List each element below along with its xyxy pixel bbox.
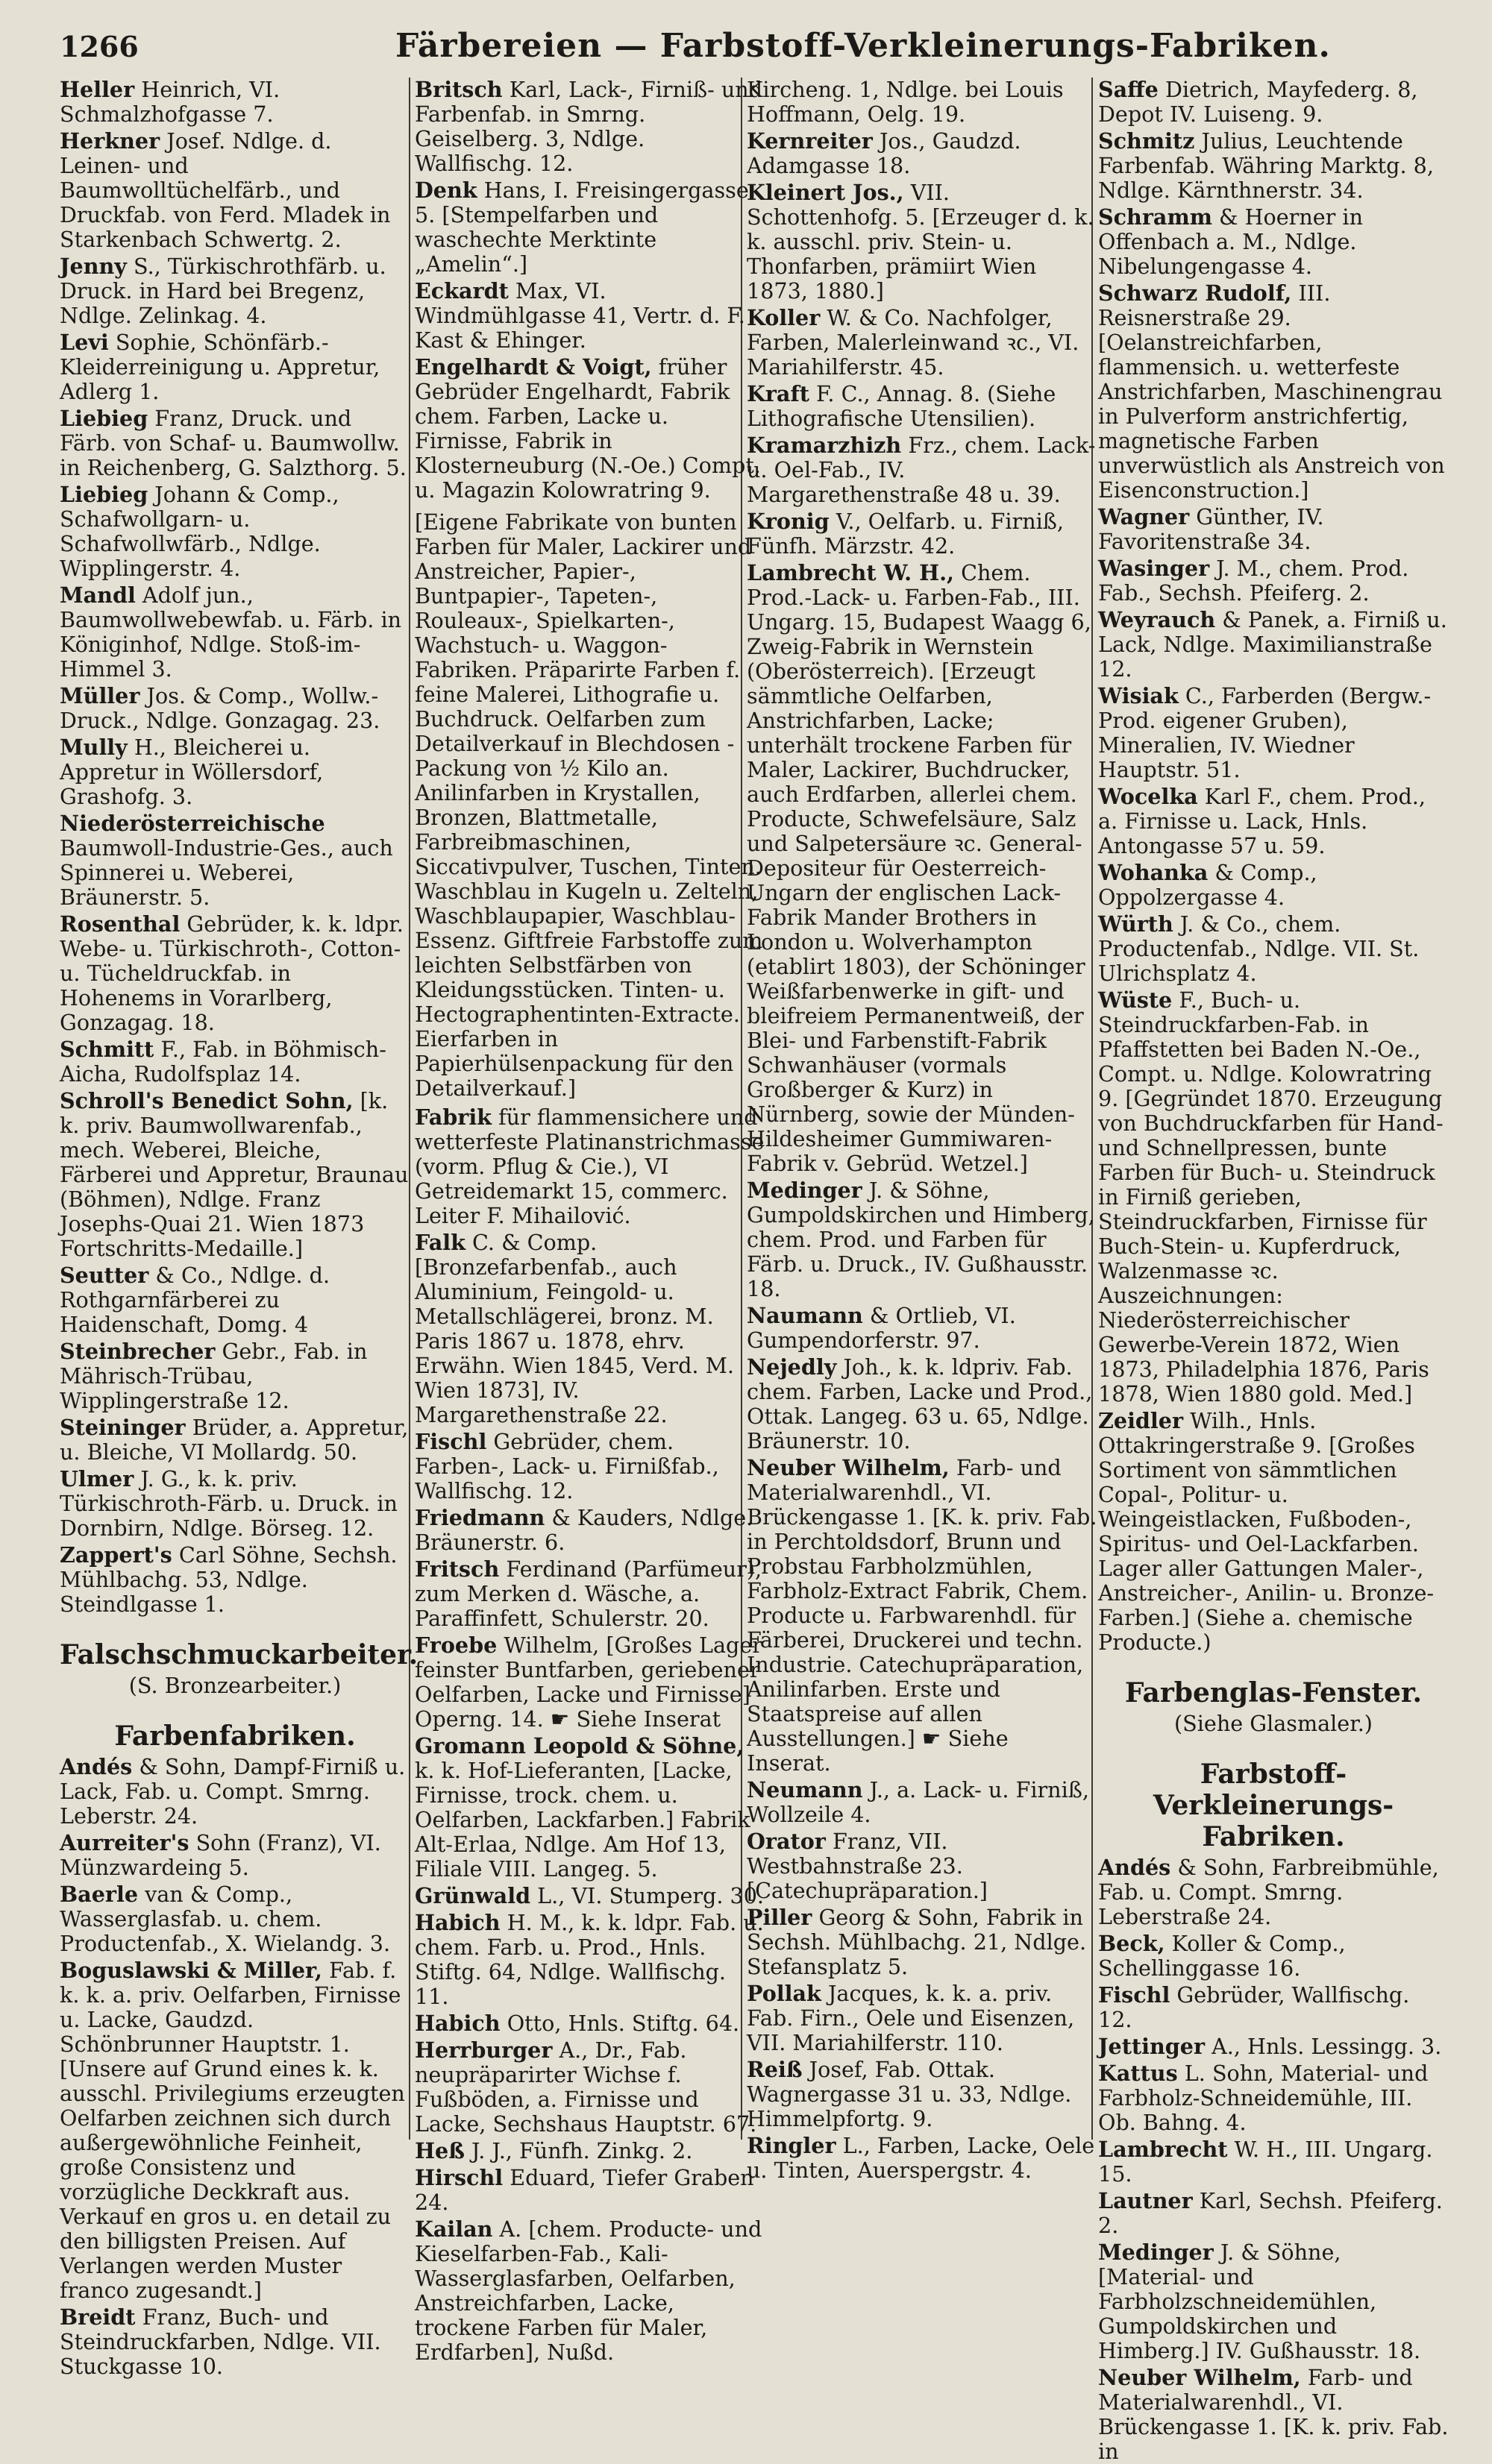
entry-text: W. H., III. Ungarg. 15. xyxy=(1098,2137,1433,2187)
list-item xyxy=(415,78,765,176)
entry-name: Grünwald xyxy=(415,1883,531,1908)
entry-text: J. G., k. k. priv. Türkischroth-Färb. u. Druck. in Dornbirn, Ndlge. Börseg. 12. xyxy=(60,1466,398,1541)
list-item xyxy=(415,1911,765,2009)
entry-name: Andés xyxy=(60,1754,133,1779)
entry-text: Franz, Druck. und Färb. von Schaf- u. Baumwollw. in Reichenberg, G. Salzthorg. 5. xyxy=(60,406,407,480)
list-item xyxy=(747,1905,1097,1979)
entry-name: Denk xyxy=(415,177,477,203)
entry-name: Habich xyxy=(415,1910,501,1935)
entry-list xyxy=(415,78,765,2365)
entry-text: J. & Söhne, [Material- und Farbholzschneidemühlen, Gumpoldskirchen und Himberg.] IV. Gußhausstr. 18. xyxy=(1098,2240,1421,2363)
entry-name: Schwarz Rudolf, xyxy=(1098,280,1292,306)
entry-text: VII. Schottenhofg. 5. [Erzeuger d. k. k. ausschl. priv. Stein- u. Thonfarben, prämiirt Wien 1873, 1880.] xyxy=(747,180,1094,304)
entry-text: III. Reisnerstraße 29. [Oelanstreichfarben, flammensich. u. wetterfeste Anstrichfarben, Maschinengrau in Pulverform anstrichfertig, magnetische Farben unverwüstlich als Anstreich von Eisenconstruction.] xyxy=(1098,280,1445,503)
entry-text: Farb- und Materialwarenhdl., VI. Brückengasse 1. [K. k. priv. Fab. in xyxy=(1098,2365,1449,2464)
entry-text: Fab. f. k. k. a. priv. Oelfarben, Firnisse u. Lacke, Gaudzd. Schönbrunner Hauptstr. 1. [Unsere auf Grund eines k. k. ausschl. Privilegiums erzeugten Oelfarben zeichnen sich durch außergewöhnliche Feinheit, große Consistenz und vorzügliche Deckkraft aus. Verkauf en gros u. en detail zu den billigsten Preisen. Auf Verlangen werden Muster franco zugesandt.] xyxy=(60,1958,405,2303)
entry-name: Wisiak xyxy=(1098,683,1179,708)
entry-name: Kernreiter xyxy=(747,128,873,154)
entry-text: J., a. Lack- u. Firniß, Wollzeile 4. xyxy=(747,1777,1089,1827)
entry-name: Kattus xyxy=(1098,2061,1178,2086)
entry-name: Saffe xyxy=(1098,77,1159,102)
entry-text: & Comp., Oppolzergasse 4. xyxy=(1098,860,1317,910)
list-item xyxy=(60,1755,410,1829)
entry-text: A. [chem. Producte- und Kieselfarben-Fab., Kali-Wasserglasfarben, Oelfarben, Anstreichfarben, Lacke, trockene Farben für Maler, Erdfarben], Nußd. xyxy=(415,2216,762,2365)
entry-text: L., Farben, Lacke, Oele u. Tinten, Auerspergstr. 4. xyxy=(747,2133,1095,2183)
entry-text: Koller & Comp., Schellinggasse 16. xyxy=(1098,1931,1346,1981)
entry-text: Baumwoll-Industrie-Ges., auch Spinnerei u. Weberei, Bräunerstr. 5. xyxy=(60,835,393,910)
entry-name: Fischl xyxy=(415,1429,487,1454)
entry-name: Habich xyxy=(415,2011,501,2036)
list-item xyxy=(60,1263,410,1337)
entry-text: Georg & Sohn, Fabrik in Sechsh. Mühlbachg. 21, Ndlge. Stefansplatz 5. xyxy=(747,1905,1087,1979)
entry-name: Herkner xyxy=(60,128,160,154)
entry-text: Johann & Comp., Schafwollgarn- u. Schafwollwfärb., Ndlge. Wipplingerstr. 4. xyxy=(60,482,339,581)
entry-text: & Panek, a. Firniß u. Lack, Ndlge. Maximilianstraße 12. xyxy=(1098,607,1447,682)
list-item xyxy=(60,1543,410,1617)
list-item xyxy=(60,330,410,404)
entry-text: k. k. Hof-Lieferanten, [Lacke, Firnisse, trock. chem. u. Oelfarben, Lackfarben.] Fabrik Alt-Erlaa, Ndlge. Am Hof 13, Filiale VIII. Langeg. 5. xyxy=(415,1758,750,1882)
entry-text: & Hoerner in Offenbach a. M., Ndlge. Nibelungengasse 4. xyxy=(1098,204,1363,279)
list-item xyxy=(415,1884,765,1908)
entry-text: A., Dr., Fab. neupräparirter Wichse f. Fußböden, a. Firnisse und Lacke, Sechshaus Hauptstr. 67. xyxy=(415,2037,757,2137)
entry-text: Carl Söhne, Sechsh. Mühlbachg. 53, Ndlge. Steindlgasse 1. xyxy=(60,1542,398,1617)
list-item xyxy=(415,1633,765,1732)
entry-name: Froebe xyxy=(415,1632,498,1658)
entry-name: Kronig xyxy=(747,509,830,534)
list-item xyxy=(1098,2240,1449,2363)
entry-name: Müller xyxy=(60,683,140,708)
list-item xyxy=(1098,608,1449,682)
entry-name: Wohanka xyxy=(1098,860,1209,885)
entry-name: Neuber Wilhelm, xyxy=(1098,2365,1301,2390)
entry-text: Dietrich, Mayfederg. 8, Depot IV. Luiseng. 9. xyxy=(1098,77,1418,127)
list-item xyxy=(1098,2034,1449,2059)
entry-name: Heller xyxy=(60,77,135,102)
entry-text: Gebrüder, k. k. ldpr. Webe- u. Türkischroth-, Cotton- u. Tücheldruckfab. in Hohenems in Vorarlberg, Gonzagag. 18. xyxy=(60,911,404,1035)
entry-text: Chem. Prod.-Lack- u. Farben-Fab., III. Ungarg. 15, Budapest Waagg 6, Zweig-Fabrik in Wernstein (Oberösterreich). [Erzeugt sämmtliche Oelfarben, Anstrichfarben, Lacke; unterhält trockene Farben für Maler, Lackirer, Buchdrucker, auch Erdfarben, allerlei chem. Producte, Schwefelsäure, Salz und Salpetersäure ꝛc. General-Depositeur für Oesterreich-Ungarn der englischen Lack-Fabrik Mander Brothers in London u. Wolverhampton (etablirt 1803), der Schöninger Weißfarbenwerke in gift- und bleifreiem Permanentweiß, der Blei- und Farbenstift-Fabrik Schwanhäuser (vormals Großberger & Kurz) in Nürnberg, sowie der Münden-Hildesheimer Gummiwaren-Fabrik v. Gebrüd. Wetzel.] xyxy=(747,560,1091,1176)
entry-name: Schmitt xyxy=(60,1037,154,1062)
entry-text: Gebrüder, Wallfischg. 12. xyxy=(1098,1982,1410,2032)
entry-name: Wüste xyxy=(1098,987,1173,1013)
list-item xyxy=(1098,1409,1449,1655)
entry-name: Reiß xyxy=(747,2057,803,2082)
section-subtitle: (Siehe Glasmaler.) xyxy=(1174,1711,1373,1736)
list-item xyxy=(60,483,410,581)
entry-text: F. C., Annag. 8. (Siehe Lithografische Utensilien). xyxy=(747,381,1056,431)
list-item xyxy=(747,1456,1097,1776)
entry-text: Wilhelm, [Großes Lager feinster Buntfarben, geriebener Oelfarben, Lacke und Firnisse] Operng. 14. ☛ Siehe Inserat xyxy=(415,1632,762,1732)
list-item xyxy=(1098,78,1449,127)
entry-text: Jos. & Comp., Wollw.-Druck., Ndlge. Gonzagag. 23. xyxy=(60,683,380,733)
list-item xyxy=(60,1339,410,1413)
entry-text: H. M., k. k. ldpr. Fab. u. chem. Farb. u. Prod., Hnls. Stiftg. 64, Ndlge. Wallfischg. 11. xyxy=(415,1910,764,2009)
entry-name: Fritsch xyxy=(415,1556,500,1582)
entry-name: Pollak xyxy=(747,1981,821,2006)
entry-text: van & Comp., Wasserglasfab. u. chem. Productenfab., X. Wielandg. 3. xyxy=(60,1882,391,1956)
entry-text: Max, VI. Windmühlgasse 41, Vertr. d. F. Kast & Ehinger. xyxy=(415,278,745,353)
list-item xyxy=(747,1981,1097,2055)
entry-text: Gebr., Fab. in Mährisch-Trübau, Wipplingerstraße 12. xyxy=(60,1339,368,1413)
list-item xyxy=(415,355,765,503)
section-title: Farbenfabriken. xyxy=(114,1720,356,1752)
list-item xyxy=(415,2166,765,2215)
entry-name: Heß xyxy=(415,2138,465,2163)
entry-name: Nejedly xyxy=(747,1354,837,1380)
entry-text: Farb- und Materialwarenhdl., VI. Brückengasse 1. [K. k. priv. Fab. in Perchtoldsdorf, Brunn und Probstau Farbholzmühlen, Farbholz-Extract Fabrik, Chem. Producte u. Farbwarenhdl. für Färberei, Druckerei und techn. Industrie. Catechupräparation, Anilinfarben. Erste und Staatspreise auf allen Ausstellungen.] ☛ Siehe Inserat. xyxy=(747,1455,1097,1776)
list-item xyxy=(1098,1983,1449,2032)
list-item xyxy=(747,561,1097,1176)
entry-name: Lautner xyxy=(1098,2188,1193,2213)
entry-text: J. J., Fünfh. Zinkg. 2. xyxy=(471,2138,693,2163)
entry-name: Rosenthal xyxy=(60,911,181,937)
list-item xyxy=(1098,2366,1449,2464)
entry-list xyxy=(60,1755,410,2379)
entry-text: [k. k. priv. Baumwollwarenfab., mech. Weberei, Bleiche, Färberei und Appretur, Braunau (Böhmen), Ndlge. Franz Josephs-Quai 21. Wien 1873 Fortschritts-Medaille.] xyxy=(60,1088,409,1261)
list-item xyxy=(1098,2189,1449,2238)
entry-name: Wagner xyxy=(1098,504,1190,529)
entry-name: Orator xyxy=(747,1829,826,1854)
list-item xyxy=(1098,2137,1449,2187)
list-item xyxy=(1098,684,1449,782)
entry-name: Engelhardt & Voigt, xyxy=(415,354,652,380)
entry-text: [Eigene Fabrikate von bunten Farben für Maler, Lackirer und Anstreicher, Papier-, Buntpapier-, Tapeten-, Rouleaux-, Spielkarten-, Wachstuch- u. Waggon-Fabriken. Präparirte Farben f. feine Malerei, Lithografie u. Buchdruck. Oelfarben zum Detailverkauf in Blechdosen - Packung von ½ Kilo an. Anilinfarben in Krystallen, Bronzen, Blattmetalle, Farbreibmaschinen, Siccativpulver, Tuschen, Tinten. Waschblau in Kugeln u. Zelteln, Waschblaupapier, Waschblau-Essenz. Giftfreie Farbstoffe zum leichten Selbstfärben von Kleidungsstücken. Tinten- u. Hectographentinten-Extracte. Eierfarben in Papierhülsenpackung für den Detailverkauf.] xyxy=(415,509,763,1101)
entry-name: Schroll's Benedict Sohn, xyxy=(60,1088,354,1113)
list-item xyxy=(747,2058,1097,2131)
list-item xyxy=(1098,205,1449,279)
entry-name: Zeidler xyxy=(1098,1408,1184,1433)
list-item xyxy=(747,1355,1097,1453)
entry-text: L., VI. Stumperg. 30. xyxy=(537,1883,764,1908)
list-item xyxy=(415,178,765,277)
entry-text: Kircheng. 1, Ndlge. bei Louis Hoffmann, Oelg. 19. xyxy=(747,77,1064,127)
list-item xyxy=(1098,1932,1449,1981)
list-item xyxy=(60,1882,410,1956)
entry-text: L. Sohn, Material- und Farbholz-Schneidemühle, III. Ob. Bahng. 4. xyxy=(1098,2061,1429,2135)
entry-text: & Sohn, Farbreibmühle, Fab. u. Compt. Smrng. Leberstraße 24. xyxy=(1098,1855,1439,1929)
entry-name: Kramarzhizh xyxy=(747,433,902,458)
entry-list xyxy=(1098,1855,1449,2464)
entry-text: & Co., Ndlge. d. Rothgarnfärberei zu Haidenschaft, Domg. 4 xyxy=(60,1263,330,1337)
list-item xyxy=(415,2011,765,2036)
entry-text: C., Farberden (Bergw.-Prod. eigener Gruben), Mineralien, IV. Wiedner Hauptstr. 51. xyxy=(1098,683,1432,782)
list-item xyxy=(1098,861,1449,910)
entry-name: Kleinert Jos., xyxy=(747,180,904,205)
entry-text: Otto, Hnls. Stiftg. 64. xyxy=(507,2011,740,2036)
list-item xyxy=(1098,912,1449,986)
entry-name: Liebieg xyxy=(60,482,148,507)
entry-text: H., Bleicherei u. Appretur in Wöllersdorf, Grashofg. 3. xyxy=(60,735,324,809)
list-item xyxy=(60,1958,410,2303)
entry-text: Eduard, Tiefer Graben 24. xyxy=(415,2165,754,2215)
entry-text: J. & Co., chem. Productenfab., Ndlge. VII. St. Ulrichsplatz 4. xyxy=(1098,911,1420,986)
entry-text: Wilh., Hnls. Ottakringerstraße 9. [Großes Sortiment von sämmtlichen Copal-, Politur- u. Weingeistlacken, Fußboden-, Spiritus- und Oel-Lackfarben. Lager aller Gattungen Maler-, Anstreicher-, Anilin- u. Bronze-Farben.] (Siehe a. chemische Producte.) xyxy=(1098,1408,1435,1655)
entry-name: Breidt xyxy=(60,2304,136,2330)
entry-name: Levi xyxy=(60,330,109,355)
list-item xyxy=(60,583,410,682)
entry-text: C. & Comp. [Bronzefarbenfab., auch Aluminium, Feingold- u. Metallschlägerei, bronz. M. Paris 1867 u. 1878, ehrv. Erwähn. Wien 1845, Verd. M. Wien 1873], IV. Margarethenstraße 22. xyxy=(415,1230,734,1427)
list-item xyxy=(60,684,410,733)
entry-text: Joh., k. k. ldpriv. Fab. chem. Farben, Lacke und Prod., Ottak. Langeg. 63 u. 65, Ndlge. Bräunerstr. 10. xyxy=(747,1354,1093,1453)
entry-name: Seutter xyxy=(60,1263,149,1288)
entry-name: Falk xyxy=(415,1230,466,1255)
entry-name: Niederösterreichische xyxy=(60,811,325,836)
entry-name: Weyrauch xyxy=(1098,607,1216,632)
entry-name: Koller xyxy=(747,305,821,330)
entry-name: Fischl xyxy=(1098,1982,1170,2008)
entry-name: Neuber Wilhelm, xyxy=(747,1455,950,1480)
column-2 xyxy=(415,77,765,2365)
entry-name: Naumann xyxy=(747,1303,863,1328)
list-item xyxy=(60,1467,410,1541)
column-1 xyxy=(60,77,419,2379)
list-item xyxy=(415,1231,765,1427)
list-item xyxy=(747,1829,1097,1903)
entry-name: Hirschl xyxy=(415,2165,504,2190)
page-number: 1266 xyxy=(60,30,139,63)
entry-name: Liebieg xyxy=(60,406,148,431)
entry-name: Ringler xyxy=(747,2133,836,2158)
entry-text: Günther, IV. Favoritenstraße 34. xyxy=(1098,504,1324,554)
entry-name: Wasinger xyxy=(1098,556,1210,581)
list-item xyxy=(747,129,1097,178)
entry-name: Beck, xyxy=(1098,1931,1165,1956)
entry-name: Schmitz xyxy=(1098,128,1195,154)
list-item xyxy=(747,1778,1097,1827)
entry-name: Jenny xyxy=(60,254,127,279)
entry-text: Adolf jun., Baumwollwebewfab. u. Färb. in Königinhof, Ndlge. Stoß-im-Himmel 3. xyxy=(60,582,402,682)
entry-name: Boguslawski & Miller, xyxy=(60,1958,322,1983)
entry-text: & Kauders, Ndlge. Bräunerstr. 6. xyxy=(415,1505,753,1555)
entry-name: Lambrecht W. H., xyxy=(747,560,954,585)
entry-name: Aurreiter's xyxy=(60,1830,189,1855)
list-item xyxy=(415,1734,765,1882)
list-item xyxy=(747,2134,1097,2183)
running-head: Färbereien — Farbstoff-Verkleinerungs-Fabriken. xyxy=(395,27,1331,65)
list-item xyxy=(60,1831,410,1880)
list-item xyxy=(60,912,410,1035)
list-item xyxy=(1098,281,1449,503)
list-item xyxy=(415,2038,765,2137)
list-item xyxy=(1098,1855,1449,1929)
list-item xyxy=(60,254,410,328)
entry-name: Kailan xyxy=(415,2216,493,2242)
entry-text: Brüder, a. Appretur, u. Bleiche, VI Mollardg. 50. xyxy=(60,1415,409,1465)
list-item xyxy=(747,306,1097,380)
list-item xyxy=(747,78,1097,127)
list-item xyxy=(747,382,1097,431)
entry-text: Ferdinand (Parfümeur), zum Merken d. Wäsche, a. Paraffinfett, Schulerstr. 20. xyxy=(415,1556,762,1631)
entry-name: Steinbrecher xyxy=(60,1339,216,1364)
entry-text: Karl F., chem. Prod., a. Firnisse u. Lack, Hnls. Antongasse 57 u. 59. xyxy=(1098,784,1426,858)
entry-list xyxy=(1098,78,1449,1655)
list-item xyxy=(747,509,1097,559)
list-item xyxy=(415,2217,765,2365)
entry-text: J. & Söhne, Gumpoldskirchen und Himberg, chem. Prod. und Farben für Färb. u. Druck., IV. Gußhausstr. 18. xyxy=(747,1178,1095,1301)
list-item xyxy=(1098,556,1449,606)
entry-name: Lambrecht xyxy=(1098,2137,1228,2162)
entry-name: Steininger xyxy=(60,1415,186,1440)
list-item xyxy=(1098,129,1449,203)
entry-text: Franz, VII. Westbahnstraße 23. [Catechupräparation.] xyxy=(747,1829,988,1903)
entry-name: Medinger xyxy=(1098,2240,1214,2265)
entry-text: Julius, Leuchtende Farbenfab. Währing Marktg. 8, Ndlge. Kärnthnerstr. 34. xyxy=(1098,128,1434,203)
entry-text: A., Hnls. Lessingg. 3. xyxy=(1212,2034,1442,2059)
entry-name: Neumann xyxy=(747,1777,863,1803)
entry-text: W. & Co. Nachfolger, Farben, Malerleinwand ꝛc., VI. Mariahilferstr. 45. xyxy=(747,305,1079,380)
entry-text: Josef, Fab. Ottak. Wagnergasse 31 u. 33, Ndlge. Himmelpfortg. 9. xyxy=(747,2057,1072,2131)
entry-name: Zappert's xyxy=(60,1542,172,1568)
list-item xyxy=(1098,988,1449,1407)
list-item xyxy=(60,811,410,910)
entry-name: Friedmann xyxy=(415,1505,545,1530)
entry-text: Franz, Buch- und Steindruckfarben, Ndlge. VII. Stuckgasse 10. xyxy=(60,2304,381,2379)
list-item xyxy=(1098,505,1449,554)
entry-name: Britsch xyxy=(415,77,503,102)
entry-text: Karl, Lack-, Firniß- und Farbenfab. in Smrng. Geiselberg. 3, Ndlge. Wallfischg. 12. xyxy=(415,77,763,176)
entry-name: Herrburger xyxy=(415,2037,553,2063)
section-subtitle: (S. Bronzearbeiter.) xyxy=(128,1673,342,1698)
list-item xyxy=(60,1089,410,1261)
entry-name: Medinger xyxy=(747,1178,862,1203)
section-title: Falschschmuckarbeiter. xyxy=(60,1639,419,1671)
entry-text: Frz., chem. Lack- u. Oel-Fab., IV. Margarethenstraße 48 u. 39. xyxy=(747,433,1096,507)
entry-text: Hans, I. Freisingergasse 5. [Stempelfarben und waschechte Merktinte „Amelin“.] xyxy=(415,177,749,277)
entry-text: F., Buch- u. Steindruckfarben-Fab. in Pfaffstetten bei Baden N.-Oe., Compt. u. Ndlge. Kolowratring 9. [Gegründet 1870. Erzeugung von Buchdruckfarben für Hand- und Schnellpressen, bunte Farben für Buch- u. Steindruck in Firniß gerieben, Steindruckfarben, Firnisse für Buch-Stein- u. Kupferdruck, Walzenmasse ꝛc. Auszeichnungen: Niederösterreichischer Gewerbe-Verein 1872, Wien 1873, Philadelphia 1876, Paris 1878, Wien 1880 gold. Med.] xyxy=(1098,987,1444,1407)
advertisement-block xyxy=(415,510,765,1101)
list-item xyxy=(60,1415,410,1465)
entry-text: für flammensichere und wetterfeste Platinanstrichmasse (vorm. Pflug & Cie.), VI Getreidemarkt 15, commerc. Leiter F. Mihailović. xyxy=(415,1104,765,1228)
list-item xyxy=(747,433,1097,507)
entry-text: früher Gebrüder Engelhardt, Fabrik chem. Farben, Lacke u. Firnisse, Fabrik in Klosterneuburg (N.-Oe.) Compt. u. Magazin Kolowratring 9. xyxy=(415,354,761,503)
entry-name: Jettinger xyxy=(1098,2034,1206,2059)
entry-text: Josef. Ndlge. d. Leinen- und Baumwolltüchelfärb., und Druckfab. von Ferd. Mladek in Starkenbach Schwertg. 2. xyxy=(60,128,391,252)
entry-text: & Ortlieb, VI. Gumpendorferstr. 97. xyxy=(747,1303,1016,1353)
entry-name: Wocelka xyxy=(1098,784,1198,809)
list-item xyxy=(415,1506,765,1555)
entry-name: Mandl xyxy=(60,582,136,608)
column-4 xyxy=(1098,77,1449,2464)
entry-name: Andés xyxy=(1098,1855,1171,1880)
list-item xyxy=(747,180,1097,304)
list-item xyxy=(415,1105,765,1228)
entry-name: Würth xyxy=(1098,911,1173,937)
entry-text: Jos., Gaudzd. Adamgasse 18. xyxy=(747,128,1021,178)
entry-list xyxy=(60,78,410,1617)
entry-text: Heinrich, VI. Schmalzhofgasse 7. xyxy=(60,77,280,127)
entry-text: Gebrüder, chem. Farben-, Lack- u. Firnißfab., Wallfischg. 12. xyxy=(415,1429,719,1503)
entry-name: Mully xyxy=(60,735,128,760)
section-title: Farbstoff-Verkleinerungs-Fabriken. xyxy=(1153,1759,1394,1852)
entry-text: Sophie, Schönfärb.-Kleiderreinigung u. Appretur, Adlerg 1. xyxy=(60,330,380,404)
list-item xyxy=(415,279,765,353)
entry-name: Baerle xyxy=(60,1882,139,1907)
list-item xyxy=(747,1178,1097,1301)
entry-text: V., Oelfarb. u. Firniß, Fünfh. Märzstr. 42. xyxy=(747,509,1064,559)
list-item xyxy=(747,1304,1097,1353)
page-header xyxy=(0,22,1492,67)
entry-name: Fabrik xyxy=(415,1104,492,1130)
entry-text: Sohn (Franz), VI. Münzwardeing 5. xyxy=(60,1830,381,1880)
entry-name: Piller xyxy=(747,1905,812,1930)
list-item xyxy=(60,2305,410,2379)
entry-text: & Sohn, Dampf-Firniß u. Lack, Fab. u. Compt. Smrng. Leberstr. 24. xyxy=(60,1754,406,1829)
entry-name: Kraft xyxy=(747,381,809,406)
entry-text: F., Fab. in Böhmisch-Aicha, Rudolfsplaz 14. xyxy=(60,1037,386,1087)
list-item xyxy=(60,406,410,480)
entry-name: Eckardt xyxy=(415,278,509,304)
list-item xyxy=(60,129,410,252)
entry-text: Jacques, k. k. a. priv. Fab. Firn., Oele und Eisenzen, VII. Mariahilferstr. 110. xyxy=(747,1981,1075,2055)
entry-name: Gromann Leopold & Söhne, xyxy=(415,1733,745,1759)
entry-name: Schramm xyxy=(1098,204,1212,230)
list-item xyxy=(60,1037,410,1087)
list-item xyxy=(415,2139,765,2163)
entry-text: J. M., chem. Prod. Fab., Sechsh. Pfeiferg. 2. xyxy=(1098,556,1409,606)
list-item xyxy=(1098,2061,1449,2135)
entry-name: Ulmer xyxy=(60,1466,134,1492)
section-title: Farbenglas-Fenster. xyxy=(1124,1677,1423,1709)
list-item xyxy=(60,78,410,127)
entry-list xyxy=(747,78,1097,2183)
list-item xyxy=(60,735,410,809)
list-item xyxy=(1098,785,1449,858)
column-3 xyxy=(747,77,1097,2183)
list-item xyxy=(415,1430,765,1503)
entry-text: Karl, Sechsh. Pfeiferg. 2. xyxy=(1098,2188,1443,2238)
entry-text: S., Türkischrothfärb. u. Druck. in Hard bei Bregenz, Ndlge. Zelinkag. 4. xyxy=(60,254,386,328)
list-item xyxy=(415,1557,765,1631)
